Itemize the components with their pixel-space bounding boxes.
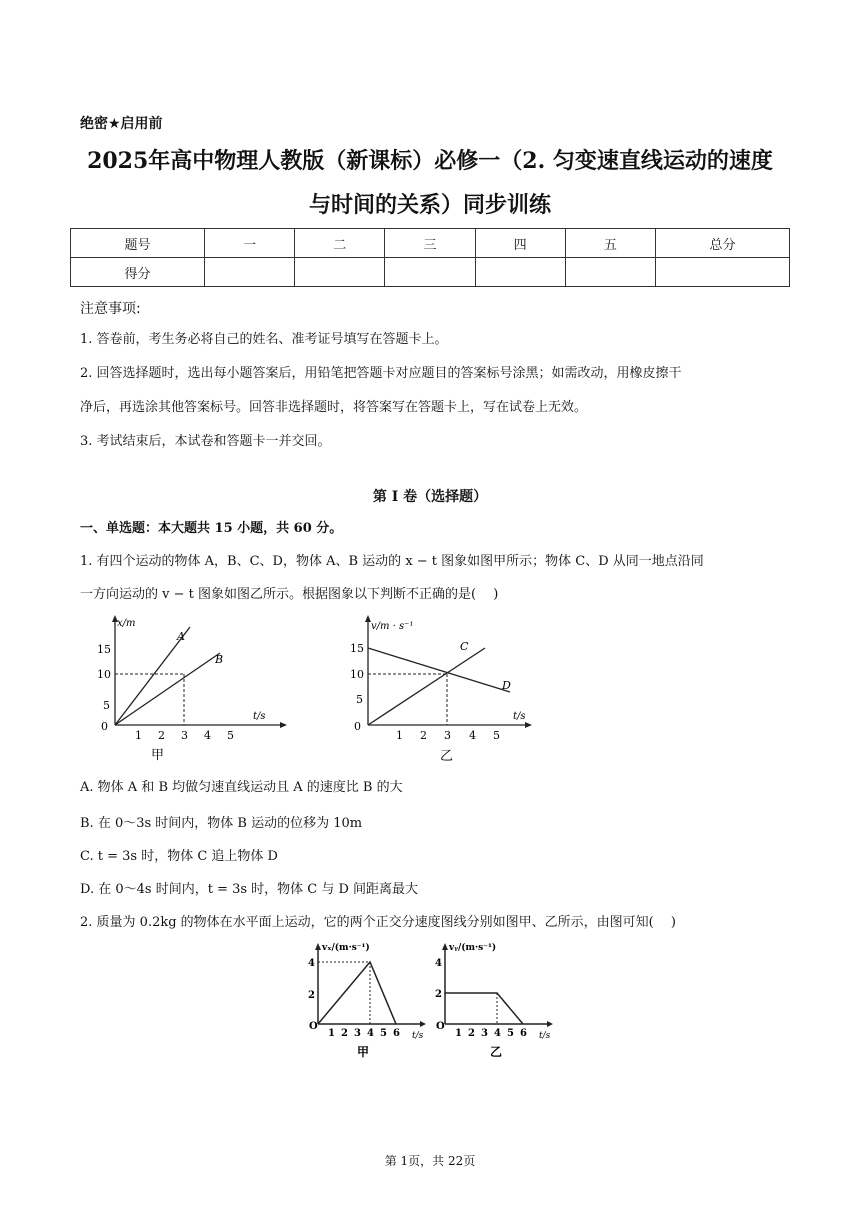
question-2-line1: 2. 质量为 0.2kg 的物体在水平面上运动，它的两个正交分速度图线分别如图甲、乙所示，由图可知( ) (80, 915, 676, 930)
score-table (70, 228, 790, 287)
y-axis-label: vᵧ/(m·s⁻¹) (449, 943, 497, 953)
y-tick: 4 (308, 958, 315, 969)
y-axis-label: x/m (117, 618, 136, 629)
origin-label: O (436, 1021, 445, 1032)
x-tick: 1 (328, 1028, 335, 1039)
vx-line (318, 962, 396, 1024)
score-entry[interactable] (205, 258, 295, 287)
q1-figure-yi (345, 612, 545, 770)
question-1-line1: 1. 有四个运动的物体 A，B、C、D，物体 A、B 运动的 x − t 图象如图甲所示；物体 C、D 从同一地点沿同 (80, 554, 704, 569)
page-title-line1: 2025年高中物理人教版（新课标）必修一（2. 匀变速直线运动的速度 (87, 148, 773, 174)
line-b (115, 653, 220, 725)
y-tick: 5 (103, 699, 110, 712)
x-axis-label: t/s (412, 1031, 424, 1041)
x-tick: 6 (520, 1028, 527, 1039)
notice-item-2a: 2. 回答选择题时，选出每小题答案后，用铅笔把答题卡对应题目的答案标号涂黑；如需改动，用橡皮擦干 (80, 366, 682, 381)
x-tick: 1 (135, 729, 142, 742)
y-tick: 15 (97, 643, 111, 656)
y-tick: 4 (435, 958, 442, 969)
x-tick: 5 (380, 1028, 387, 1039)
question-1-line2: 一方向运动的 v − t 图象如图乙所示。根据图象以下判断不正确的是( ) (80, 587, 499, 602)
x-tick: 4 (204, 729, 211, 742)
q1-option-c[interactable]: C. t = 3s 时，物体 C 追上物体 D (80, 849, 278, 864)
x-tick: 2 (158, 729, 165, 742)
figure-caption: 甲 (151, 748, 165, 763)
x-tick: 4 (367, 1028, 374, 1039)
score-cell: 二 (295, 229, 385, 258)
x-tick: 3 (181, 729, 188, 742)
score-cell: 得分 (71, 258, 205, 287)
y-tick: 5 (356, 693, 363, 706)
line-b-label: B (215, 653, 224, 666)
notice-item-3: 3. 考试结束后，本试卷和答题卡一并交回。 (80, 434, 331, 449)
y-axis-arrow (442, 943, 448, 950)
score-entry[interactable] (475, 258, 565, 287)
x-axis-arrow (525, 722, 532, 728)
y-axis-arrow (315, 943, 321, 950)
origin-label: O (309, 1021, 318, 1032)
score-table-header-row (71, 229, 790, 258)
x-tick: 1 (396, 729, 403, 742)
score-cell: 四 (475, 229, 565, 258)
x-axis-label: t/s (253, 711, 266, 722)
y-tick: 2 (435, 989, 442, 1000)
figure-caption: 乙 (490, 1045, 503, 1059)
q1-option-a[interactable]: A. 物体 A 和 B 均做匀速直线运动且 A 的速度比 B 的大 (80, 780, 403, 795)
page-title-line2: 与时间的关系）同步训练 (308, 192, 551, 218)
notice-heading: 注意事项: (80, 301, 141, 317)
origin-label: 0 (101, 720, 108, 733)
notice-item-1: 1. 答卷前，考生务必将自己的姓名、准考证号填写在答题卡上。 (80, 332, 448, 347)
score-entry[interactable] (385, 258, 475, 287)
x-axis-arrow (280, 722, 287, 728)
score-entry[interactable] (656, 258, 790, 287)
score-cell: 一 (205, 229, 295, 258)
y-axis-label: v/m · s⁻¹ (371, 621, 414, 632)
score-cell: 题号 (71, 229, 205, 258)
x-tick: 5 (227, 729, 234, 742)
x-tick: 2 (468, 1028, 475, 1039)
line-a-label: A (177, 630, 185, 643)
line-c (368, 648, 485, 725)
x-tick: 5 (493, 729, 500, 742)
score-cell: 五 (565, 229, 655, 258)
x-tick: 3 (444, 729, 451, 742)
figure-caption: 甲 (357, 1045, 370, 1059)
origin-label: 0 (354, 720, 361, 733)
y-tick: 2 (308, 990, 315, 1001)
section-title: 第 I 卷（选择题） (372, 489, 488, 505)
q1-figure-jia (95, 612, 295, 770)
score-table-row (71, 258, 790, 287)
q2-figure-jia (300, 938, 435, 1063)
x-tick: 2 (341, 1028, 348, 1039)
y-tick: 10 (350, 668, 364, 681)
y-tick: 15 (350, 642, 364, 655)
q1-option-d[interactable]: D. 在 0～4s 时间内，t = 3s 时，物体 C 与 D 间距离最大 (80, 882, 419, 897)
confidential-label: 绝密★启用前 (80, 116, 163, 132)
x-axis-label: t/s (513, 711, 526, 722)
page-footer: 第 1页，共 22页 (384, 1154, 476, 1168)
q1-option-b[interactable]: B. 在 0～3s 时间内，物体 B 运动的位移为 10m (80, 816, 363, 831)
y-tick: 10 (97, 668, 111, 681)
x-axis-label: t/s (539, 1031, 551, 1041)
score-cell: 三 (385, 229, 475, 258)
vy-line (445, 993, 523, 1024)
part-heading: 一、单选题：本大题共 15 小题，共 60 分。 (80, 521, 343, 536)
line-d-label: D (502, 679, 511, 692)
y-axis-label: vₓ/(m·s⁻¹) (322, 943, 370, 953)
x-tick: 2 (420, 729, 427, 742)
x-tick: 4 (494, 1028, 501, 1039)
score-entry[interactable] (565, 258, 655, 287)
x-tick: 3 (481, 1028, 488, 1039)
x-tick: 6 (393, 1028, 400, 1039)
line-d (368, 648, 510, 692)
figure-caption: 乙 (440, 749, 454, 764)
x-axis-arrow (547, 1021, 553, 1027)
score-entry[interactable] (295, 258, 385, 287)
notice-item-2b: 净后，再选涂其他答案标号。回答非选择题时，将答案写在答题卡上，写在试卷上无效。 (80, 400, 588, 415)
x-tick: 1 (455, 1028, 462, 1039)
q2-figure-yi (425, 938, 565, 1063)
x-tick: 4 (469, 729, 476, 742)
x-tick: 5 (507, 1028, 514, 1039)
line-c-label: C (460, 640, 469, 653)
x-tick: 3 (354, 1028, 361, 1039)
score-cell: 总分 (656, 229, 790, 258)
